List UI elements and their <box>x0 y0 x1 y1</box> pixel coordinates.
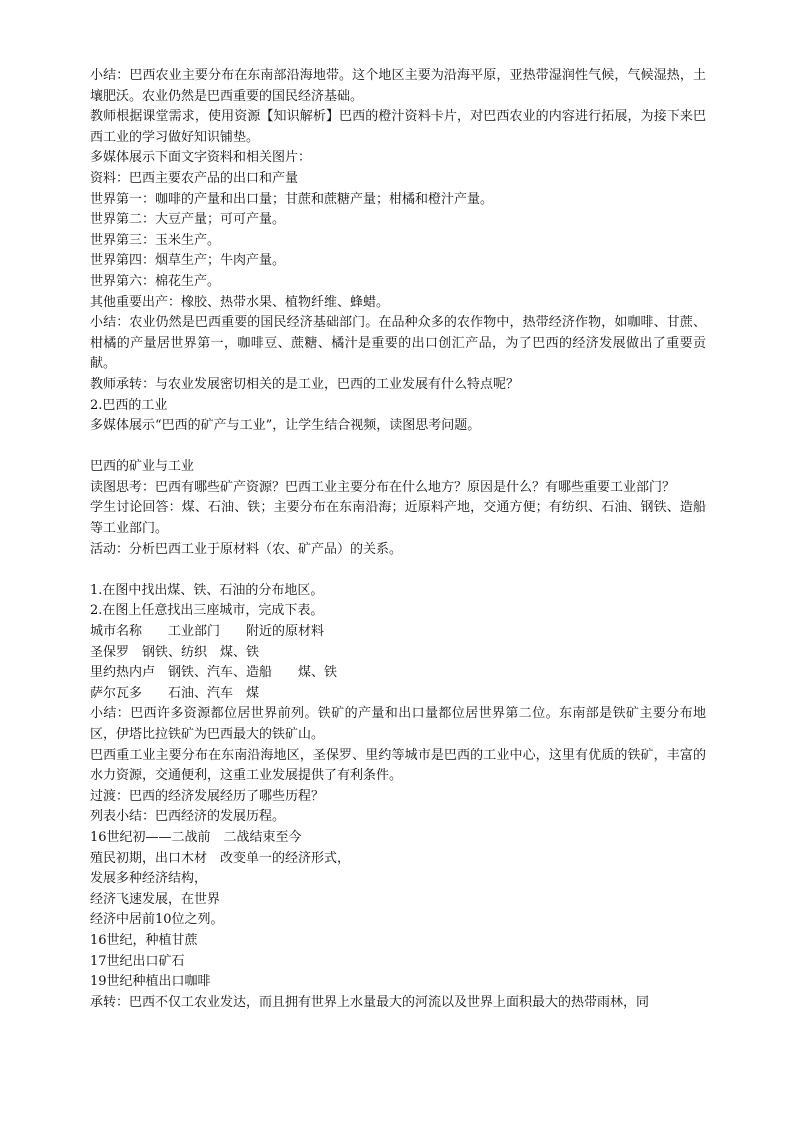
world-rank-third: 世界第三：玉米生产。 <box>90 232 221 248</box>
summary-agriculture-economy: 小结：农业仍然是巴西重要的国民经济基础部门。在品种众多的农作物中，热带经济作物，如咖啡、甘蔗、柑橘的产量居世界第一，咖啡豆、蔗糖、橘汁是重要的出口创汇产品，为了巴西的经济发展做出了重要贡献。 <box>90 315 706 372</box>
other-products: 其他重要出产：橡胶、热带水果、植物纤维、蜂蜡。 <box>90 294 390 310</box>
material-heading: 资料：巴西主要农产品的出口和产量 <box>90 170 299 186</box>
world-rank-sixth: 世界第六：棉花生产。 <box>90 273 221 289</box>
section-heading-industry: 2.巴西的工业 <box>90 397 168 413</box>
activity-step-1: 1.在图中找出煤、铁、石油的分布地区。 <box>90 582 324 598</box>
activity-step-2: 2.在图上任意找出三座城市，完成下表。 <box>90 603 324 619</box>
city-table-row: 圣保罗 钢铁、纺织 煤、铁 <box>90 644 260 660</box>
timeline-line: 17世纪出口矿石 <box>90 953 185 969</box>
summary-agriculture-distribution: 小结：巴西农业主要分布在东南部沿海地带。这个地区主要为沿海平原，亚热带湿润性气候，气候湿热，土壤肥沃。农业仍然是巴西重要的国民经济基础。 <box>90 68 706 104</box>
timeline-line: 19世纪种植出口咖啡 <box>90 974 211 990</box>
student-answer: 学生讨论回答：煤、石油、铁；主要分布在东南沿海；近原料产地，交通方便；有纺织、石油、钢铁、造船等工业部门。 <box>90 500 706 537</box>
transition-question: 过渡：巴西的经济发展经历了哪些历程？ <box>90 788 325 804</box>
blank-line <box>90 560 706 581</box>
multimedia-intro: 多媒体展示下面文字资料和相关图片： <box>90 150 312 166</box>
timeline-line: 16世纪，种植甘蔗 <box>90 932 198 948</box>
timeline-line: 发展多种经济结构， <box>90 871 208 887</box>
document-page <box>90 66 706 1013</box>
timeline-periods: 16世纪初——二战前 二战结束至今 <box>90 829 302 845</box>
timeline-line: 殖民初期，出口木材 改变单一的经济形式， <box>90 850 351 866</box>
heavy-industry-note: 巴西重工业主要分布在东南沿海地区，圣保罗、里约等城市是巴西的工业中心，这里有优质的铁矿，丰富的水力资源，交通便利，这重工业发展提供了有利条件。 <box>90 747 706 784</box>
closing-transition: 承转：巴西不仅工农业发达，而且拥有世界上水量最大的河流以及世界上面积最大的热带雨林，同 <box>90 994 650 1010</box>
teacher-transition: 教师承转：与农业发展密切相关的是工业，巴西的工业发展有什么特点呢？ <box>90 376 520 392</box>
world-rank-first: 世界第一：咖啡的产量和出口量；甘蔗和蔗糖产量；柑橘和橙汁产量。 <box>90 191 494 207</box>
blank-line <box>90 437 706 458</box>
summary-resources: 小结：巴西许多资源都位居世界前列。铁矿的产量和出口量都位居世界第二位。东南部是铁矿主要分布地区，伊塔比拉铁矿为巴西最大的铁矿山。 <box>90 706 706 742</box>
map-caption: 巴西的矿业与工业 <box>90 459 195 475</box>
activity-prompt: 活动：分析巴西工业于原材料（农、矿产品）的关系。 <box>90 541 403 557</box>
world-rank-second: 世界第二：大豆产量；可可产量。 <box>90 212 286 228</box>
city-table-row: 里约热内卢 钢铁、汽车、造船 煤、铁 <box>90 665 338 681</box>
multimedia-minerals: 多媒体展示“巴西的矿产与工业”，让学生结合视频，读图思考问题。 <box>90 418 481 434</box>
timeline-line: 经济中居前10位之列。 <box>90 912 224 928</box>
timeline-summary-heading: 列表小结：巴西经济的发展历程。 <box>90 809 286 825</box>
timeline-line: 经济飞速发展，在世界 <box>90 891 221 907</box>
teacher-resource-note: 教师根据课堂需求，使用资源【知识解析】巴西的橙汁资料卡片，对巴西农业的内容进行拓展，为接下来巴西工业的学习做好知识铺垫。 <box>90 109 706 145</box>
city-table-row: 萨尔瓦多 石油、汽车 煤 <box>90 685 260 701</box>
world-rank-fourth: 世界第四：烟草生产；牛肉产量。 <box>90 253 286 269</box>
city-table-header: 城市名称 工业部门 附近的原材料 <box>90 624 325 640</box>
reading-questions: 读图思考：巴西有哪些矿产资源？巴西工业主要分布在什么地方？原因是什么？有哪些重要工业部门？ <box>90 479 676 495</box>
